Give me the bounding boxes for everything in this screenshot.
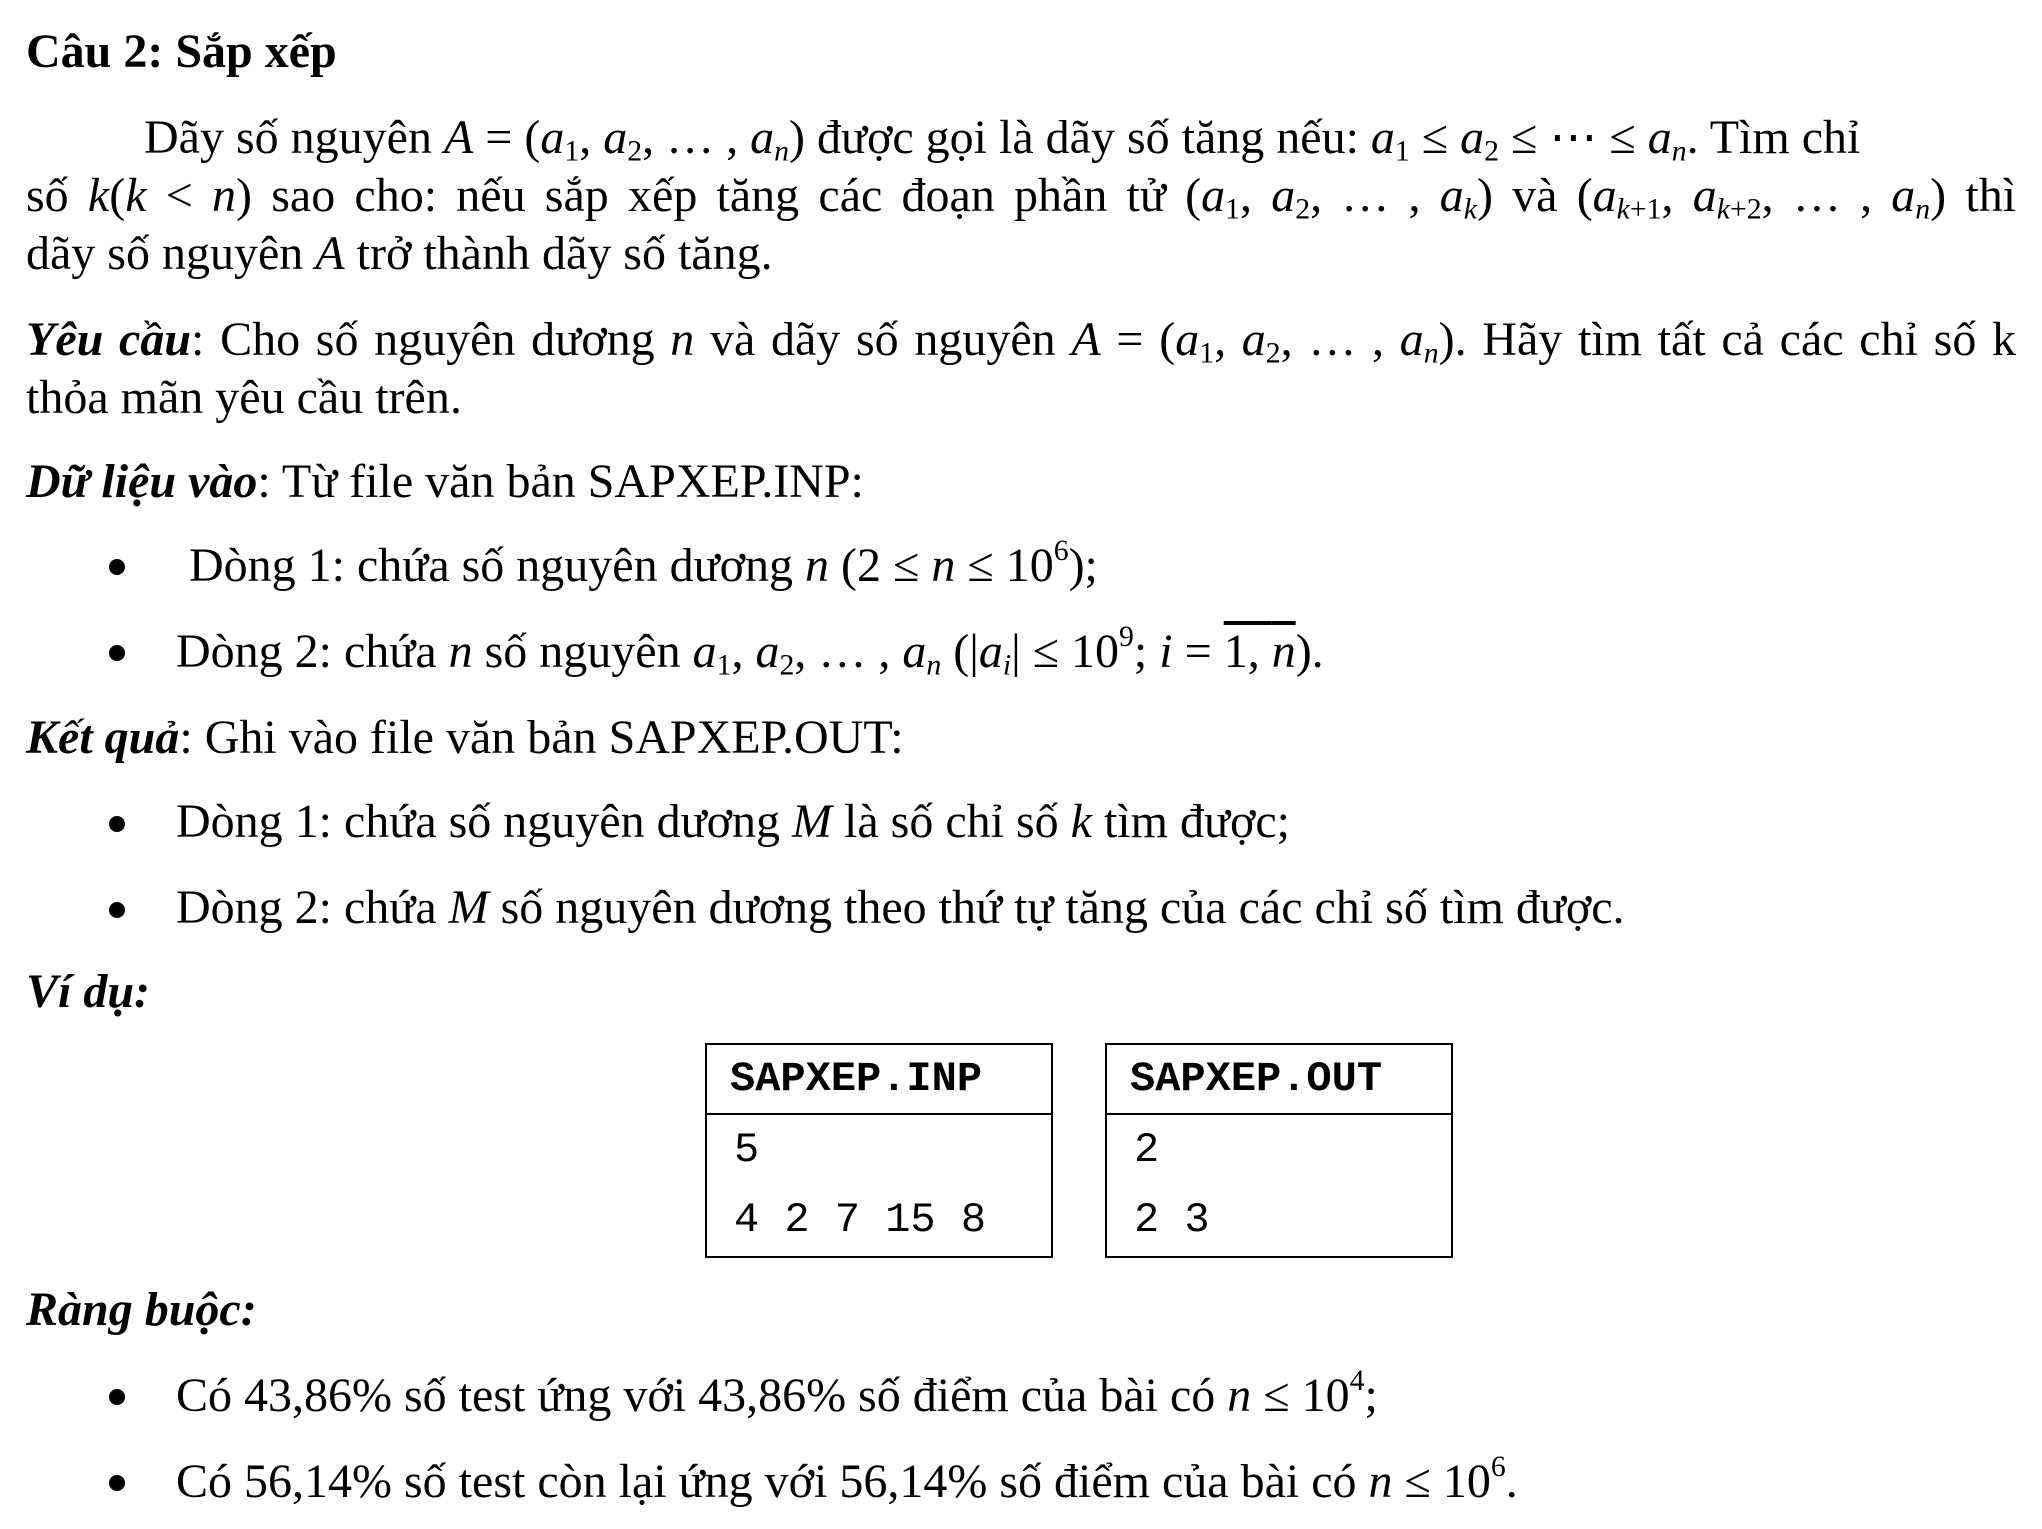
requirement-line-1: Yêu cầu: Cho số nguyên dương n và dãy số nguyên $A = (a_1$, $a_2$, … , $a_n$). Hãy tìm tất cả các chỉ số k — [26, 313, 2017, 370]
bullet-icon — [109, 559, 125, 575]
example-input-row: 5 — [734, 1126, 760, 1174]
bullet-icon — [109, 816, 125, 832]
input-heading: Dữ liệu vào: Từ file văn bản SAPXEP.INP: — [26, 455, 864, 508]
constraints-label: Ràng buộc: — [26, 1283, 257, 1336]
intro-line-2: số k(k < n) sao cho: nếu sắp xếp tăng các đoạn phần tử ($a_1$, $a_2$, … , $a_k$) và ($a_{k+1}$, $a_{k+2}$, … , $a_n$) thì — [26, 169, 2017, 226]
intro-line-1: Dãy số nguyên $A = (a_1$, $a_2$, … , $a_n$) được gọi là dãy số tăng nếu: $a_1 \le a_2$ ≤ ⋯ ≤ $a_n$. Tìm chỉ — [144, 111, 1861, 168]
example-input-table — [705, 1043, 1053, 1258]
constraint-item-1: Có 43,86% số test ứng với 43,86% số điểm của bài có $n \le 10^4$; — [176, 1364, 1378, 1422]
output-bullet-2: Dòng 2: chứa M số nguyên dương theo thứ tự tăng của các chỉ số tìm được. — [176, 881, 1625, 934]
example-output-row: 2 3 — [1134, 1196, 1210, 1244]
problem-title: Câu 2: Sắp xếp — [26, 25, 337, 78]
input-bullet-2: Dòng 2: chứa n số nguyên $a_1$, $a_2$, … , $a_n$ ($|a_i| \le 10^9$; i = 1, n). — [176, 620, 1324, 682]
bullet-icon — [109, 645, 125, 661]
example-input-row: 4 2 7 15 8 — [734, 1196, 987, 1244]
input-label: Dữ liệu vào — [26, 455, 258, 508]
output-bullet-1: Dòng 1: chứa số nguyên dương M là số chỉ số k tìm được; — [176, 795, 1290, 848]
output-heading: Kết quả: Ghi vào file văn bản SAPXEP.OUT: — [26, 711, 904, 764]
input-bullet-1: Dòng 1: chứa số nguyên dương n $(2 \le n \le 10^6)$; — [189, 534, 1098, 592]
intro-line-3: dãy số nguyên A trở thành dãy số tăng. — [26, 227, 773, 280]
example-input-header: SAPXEP.INP — [707, 1045, 1051, 1115]
example-label: Ví dụ: — [26, 965, 151, 1018]
example-output-table — [1105, 1043, 1453, 1258]
bullet-icon — [109, 1389, 125, 1405]
bullet-icon — [109, 902, 125, 918]
requirement-label: Yêu cầu — [26, 313, 192, 366]
bullet-icon — [109, 1475, 125, 1491]
output-label: Kết quả — [26, 711, 180, 764]
example-output-header: SAPXEP.OUT — [1107, 1045, 1451, 1115]
constraint-item-2: Có 56,14% số test còn lại ứng với 56,14% số điểm của bài có $n \le 10^6$. — [176, 1450, 1518, 1508]
requirement-line-2: thỏa mãn yêu cầu trên. — [26, 371, 462, 424]
example-output-row: 2 — [1134, 1126, 1160, 1174]
